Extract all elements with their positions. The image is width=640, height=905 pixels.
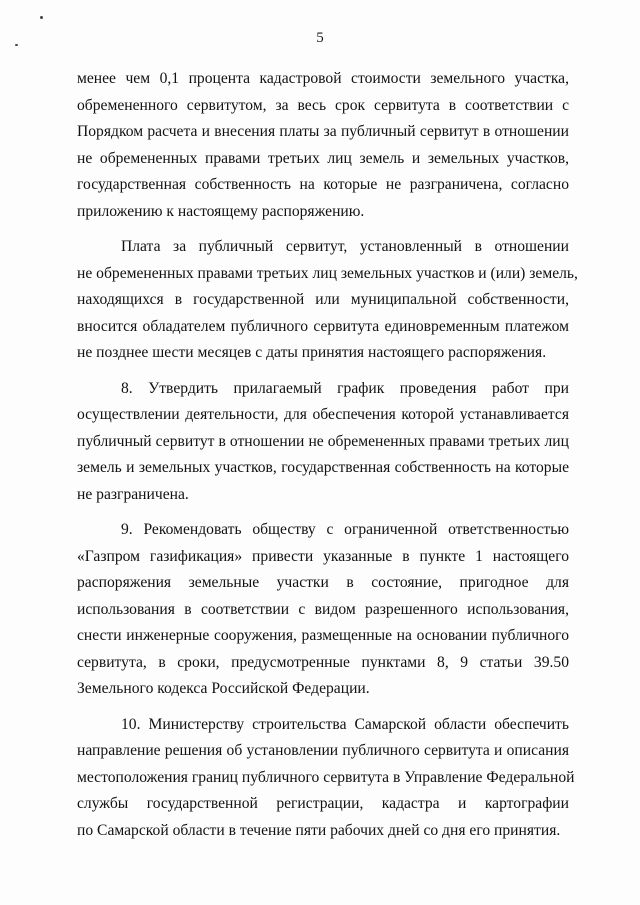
text-line: земель и земельных участков, государственная собственность на которые [77,459,569,476]
document-body [77,66,578,853]
text-line: приложению к настоящему распоряжению. [77,202,365,220]
text-line: Земельного кодекса Российской Федерации. [77,680,370,697]
text-line: Плата за публичный сервитут, установленный в отношении [121,238,569,255]
text-line: снести инженерные сооружения, размещенные на основании публичного [77,627,569,644]
text-line: Порядком расчета и внесения платы за публичный сервитут в отношении [77,123,569,140]
text-line: не обремененных правами третьих лиц земель и земельных участков, [77,149,569,167]
text-line: по Самарской области в течение пяти рабочих дней со дня его принятия. [77,821,561,839]
text-line: «Газпром газификация» привести указанные в пункте 1 настоящего [77,547,569,565]
paragraph-p3 [77,376,569,509]
text-line: направление решения об установлении публичного сервитута и описания [77,742,569,759]
page-number: 5 [316,30,324,46]
text-line: публичный сервитут в отношении не обремененных правами третьих лиц [77,432,569,450]
paragraph-p5 [77,712,575,845]
text-line: вносится обладателем публичного сервитута единовременным платежом [77,317,569,335]
text-line: 10. Министерству строительства Самарской области обеспечить [121,715,569,733]
text-line: распоряжения земельные участки в состояние, пригодное для [77,574,569,591]
text-line: 8. Утвердить прилагаемый график проведения работ при [121,379,569,397]
text-line: осуществлении деятельности, для обеспечения которой устанавливается [77,406,569,423]
text-line: государственная собственность на которые не разграничена, согласно [77,176,569,193]
text-line: обремененного сервитутом, за весь срок сервитута в соответствии с [77,96,569,114]
text-line: не обремененных правами третьих лиц земельных участков и (или) земель, [77,264,578,282]
paragraph-p2 [77,234,578,367]
text-line: 9. Рекомендовать обществу с ограниченной ответственностью [121,521,569,538]
paragraph-p1 [77,66,569,225]
text-line: использования в соответствии с видом разрешенного использования, [77,600,569,618]
text-line: сервитута, в сроки, предусмотренные пунктами 8, 9 статьи 39.50 [77,653,569,671]
text-line: не разграничена. [77,485,189,503]
scan-speck-1 [40,16,43,19]
text-line: находящихся в государственной или муниципальной собственности, [77,291,569,308]
text-line: менее чем 0,1 процента кадастровой стоимости земельного участка, [77,70,569,87]
paragraph-p4 [77,517,569,703]
text-line: местоположения границ публичного сервитута в Управление Федеральной [77,768,575,786]
text-line: службы государственной регистрации, кадастра и картографии [77,795,569,812]
text-line: не позднее шести месяцев с даты принятия настоящего распоряжения. [77,344,547,361]
